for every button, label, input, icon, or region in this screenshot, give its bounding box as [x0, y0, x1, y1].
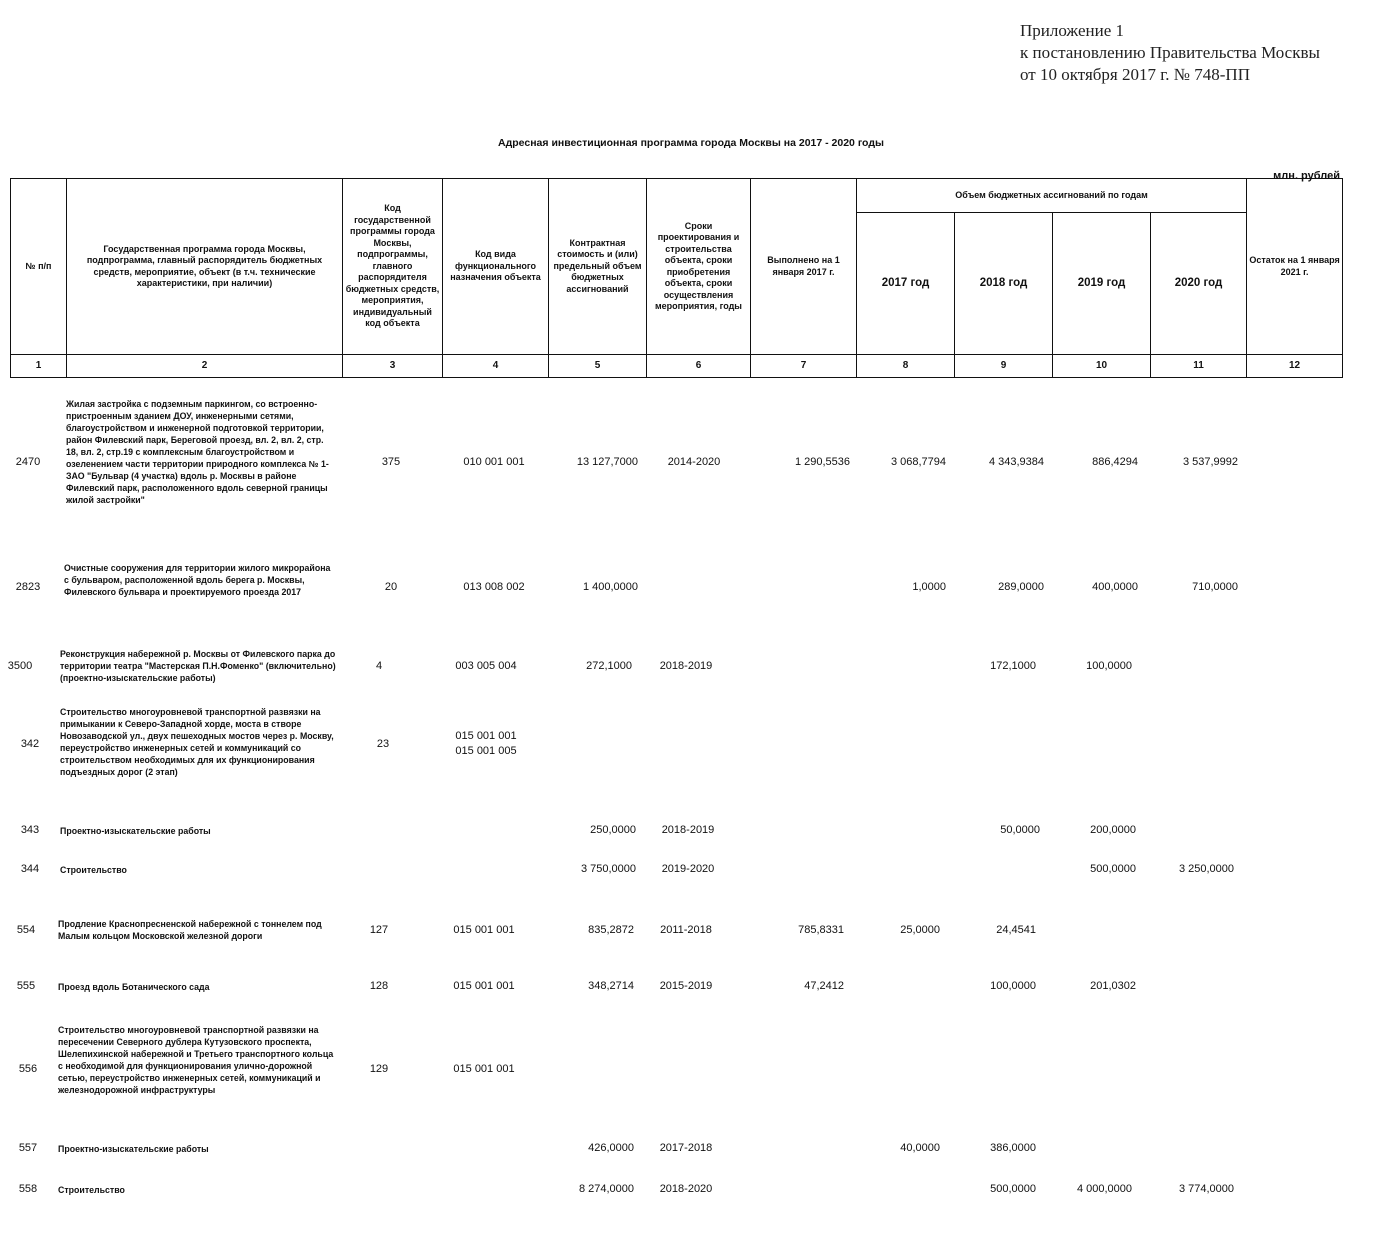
row-y2017: 40,0000: [900, 1142, 940, 1154]
row-y2018: 50,0000: [1000, 824, 1040, 836]
row-description: Строительство многоуровневой транспортной развязки на пересечении Северного дублера Кутузовского проспекта, Шелепихинской набережной и Третьего транспортного кольца с необходимой для функционирования улично-дорожной сетью, переустройство инженерных сетей, коммуникаций и железнодорожной инфраструктуры: [58, 1025, 334, 1095]
header-code: Код государственной программы города Москвы, подпрограммы, главного распорядителя бюджетных средств, мероприятия, индивидуальный код объекта: [343, 179, 443, 355]
header-y2017: 2017 год: [857, 213, 955, 355]
table-header: [10, 178, 1343, 378]
row-func-code: 015 001 001: [453, 980, 515, 992]
row-y2019: 201,0302: [1090, 980, 1136, 992]
appendix-line-1: Приложение 1: [1020, 21, 1124, 40]
row-number: 554: [16, 924, 36, 936]
header-terms: Сроки проектирования и строительства объекта, сроки приобретения объекта, сроки осуществления мероприятия, годы: [647, 179, 751, 355]
header-done: Выполнено на 1 января 2017 г.: [751, 179, 857, 355]
row-y2018: 386,0000: [990, 1142, 1036, 1154]
col-number: 6: [647, 355, 751, 378]
row-y2020: 3 774,0000: [1178, 1183, 1234, 1195]
row-y2017: 1,0000: [912, 581, 946, 593]
row-contract: 3 750,0000: [580, 863, 636, 875]
row-description: Продление Краснопресненской набережной с тоннелем под Малым кольцом Московской железной дороги: [58, 919, 322, 941]
row-y2018: 24,4541: [996, 924, 1036, 936]
row-period: 2018-2019: [661, 824, 715, 836]
row-description: Строительство: [60, 865, 127, 875]
row-code: 127: [369, 924, 389, 936]
row-number: 2823: [15, 581, 41, 593]
header-program: Государственная программа города Москвы, подпрограмма, главный распорядитель бюджетных средств, мероприятие, объект (в т.ч. технические характеристики, при наличии): [67, 179, 343, 355]
unit-label: млн. рублей: [1273, 170, 1340, 182]
col-number: 10: [1053, 355, 1151, 378]
row-code: 4: [375, 660, 383, 672]
header-y2019: 2019 год: [1053, 213, 1151, 355]
row-y2018: 100,0000: [990, 980, 1036, 992]
row-number: 3500: [7, 660, 33, 672]
row-contract: 426,0000: [588, 1142, 634, 1154]
row-contract: 835,2872: [588, 924, 634, 936]
row-y2018: 500,0000: [990, 1183, 1036, 1195]
row-number: 556: [18, 1063, 38, 1075]
row-y2020: 3 250,0000: [1178, 863, 1234, 875]
header-num: № п/п: [11, 179, 67, 355]
row-y2019: 400,0000: [1092, 581, 1138, 593]
row-func-code: 013 008 002: [463, 581, 525, 593]
row-y2019: 4 000,0000: [1076, 1183, 1132, 1195]
row-y2019: 886,4294: [1092, 456, 1138, 468]
row-func-code: 010 001 001: [463, 456, 525, 468]
row-description: Жилая застройка с подземным паркингом, со встроенно-пристроенным зданием ДОУ, инженерными сетями, благоустройством и инженерной подготовкой территории, район Филевский парк, Береговой проезд, вл. 2, вл. 2, стр. 18, вл. 2, стр.19 с комплексным благоустройством и озеленением части территории природного комплекса № 1-ЗАО "Бульвар (4 участка) вдоль р. Москвы в районе Филевский парк, расположенного вдоль северной границы жилой застройки": [66, 399, 329, 505]
row-done: 47,2412: [804, 980, 844, 992]
row-number: 342: [20, 738, 40, 750]
row-y2017: 25,0000: [900, 924, 940, 936]
row-number: 558: [18, 1183, 38, 1195]
row-y2020: 3 537,9992: [1182, 456, 1238, 468]
header-y2018: 2018 год: [955, 213, 1053, 355]
col-number: 4: [443, 355, 549, 378]
document-title: Адресная инвестиционная программа города Москвы на 2017 - 2020 годы: [498, 137, 884, 149]
col-number: 5: [549, 355, 647, 378]
row-y2020: 710,0000: [1192, 581, 1238, 593]
row-code: 23: [376, 738, 390, 750]
row-period: 2018-2019: [659, 660, 713, 672]
row-number: 557: [18, 1142, 38, 1154]
header-func-code: Код вида функционального назначения объекта: [443, 179, 549, 355]
appendix-block: [1020, 20, 1370, 86]
row-code: 375: [381, 456, 401, 468]
row-contract: 348,2714: [588, 980, 634, 992]
row-description: Строительство: [58, 1185, 125, 1195]
header-contract: Контрактная стоимость и (или) предельный объем бюджетных ассигнований: [549, 179, 647, 355]
row-y2017: 3 068,7794: [890, 456, 946, 468]
row-contract: 1 400,0000: [582, 581, 638, 593]
header-y2020: 2020 год: [1151, 213, 1247, 355]
row-description: Проезд вдоль Ботанического сада: [58, 982, 210, 992]
row-period: 2018-2020: [659, 1183, 713, 1195]
appendix-line-2: к постановлению Правительства Москвы: [1020, 43, 1320, 62]
row-func-code: 003 005 004: [455, 660, 517, 672]
row-done: 785,8331: [798, 924, 844, 936]
row-period: 2015-2019: [659, 980, 713, 992]
row-description: Строительство многоуровневой транспортной развязки на примыкании к Северо-Западной хорде, моста в створе Новозаводской ул., двух пешеходных мостов через р. Москву, переустройство инженерных сетей и коммуникаций со строительством необходимых для их функционирования подъездных дорог (2 этап): [60, 707, 334, 777]
row-code: 129: [369, 1063, 389, 1075]
appendix-line-3: от 10 октября 2017 г. № 748-ПП: [1020, 65, 1250, 84]
row-description: Реконструкция набережной р. Москвы от Филевского парка до территории театра "Мастерская П.Н.Фоменко" (включительно) (проектно-изыскательские работы): [60, 649, 336, 683]
row-contract: 272,1000: [586, 660, 632, 672]
row-func-code: 015 001 001: [453, 1063, 515, 1075]
row-number: 555: [16, 980, 36, 992]
row-code: 20: [384, 581, 398, 593]
row-period: 2011-2018: [660, 924, 712, 936]
column-number-row: [11, 355, 1343, 378]
row-y2018: 4 343,9384: [988, 456, 1044, 468]
col-number: 12: [1247, 355, 1343, 378]
header-remainder: Остаток на 1 января 2021 г.: [1247, 179, 1343, 355]
row-contract: 13 127,7000: [576, 456, 638, 468]
row-y2019: 500,0000: [1090, 863, 1136, 875]
col-number: 7: [751, 355, 857, 378]
row-description: Проектно-изыскательские работы: [58, 1144, 209, 1154]
row-y2018: 289,0000: [998, 581, 1044, 593]
col-number: 8: [857, 355, 955, 378]
header-budget-group: Объем бюджетных ассигнований по годам: [857, 179, 1247, 213]
row-contract: 8 274,0000: [578, 1183, 634, 1195]
row-description: Очистные сооружения для территории жилого микрорайона с бульваром, расположенной вдоль берега р. Москвы, Филевского бульвара и проектируемого проезда 2017: [64, 563, 331, 597]
col-number: 1: [11, 355, 67, 378]
row-y2019: 200,0000: [1090, 824, 1136, 836]
col-number: 2: [67, 355, 343, 378]
row-number: 343: [20, 824, 40, 836]
row-y2019: 100,0000: [1086, 660, 1132, 672]
row-number: 2470: [15, 456, 41, 468]
row-func-code: 015 001 001: [453, 924, 515, 936]
row-period: 2019-2020: [661, 863, 715, 875]
col-number: 3: [343, 355, 443, 378]
row-period: 2014-2020: [667, 456, 721, 468]
row-description: Проектно-изыскательские работы: [60, 826, 211, 836]
col-number: 9: [955, 355, 1053, 378]
row-done: 1 290,5536: [794, 456, 850, 468]
row-number: 344: [20, 863, 40, 875]
row-code: 128: [369, 980, 389, 992]
row-func-code: 015 001 001: [455, 730, 517, 742]
col-number: 11: [1151, 355, 1247, 378]
row-y2018: 172,1000: [990, 660, 1036, 672]
row-func-code-2: 015 001 005: [455, 745, 517, 757]
row-period: 2017-2018: [659, 1142, 713, 1154]
row-contract: 250,0000: [590, 824, 636, 836]
